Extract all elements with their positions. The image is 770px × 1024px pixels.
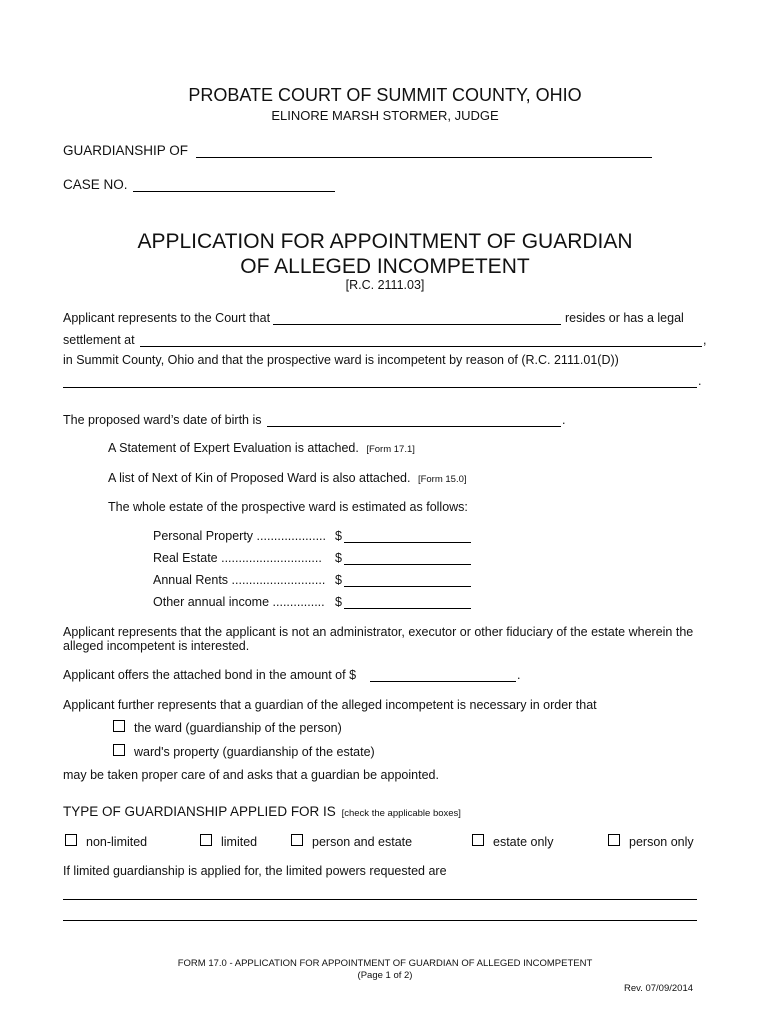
not-fiduciary-text: Applicant represents that the applicant is not an administrator, executor or other fiduciary of the estate wherein the	[63, 625, 694, 639]
further-represents-text: Applicant further represents that a guardian of the alleged incompetent is necessary in order that	[63, 698, 597, 712]
limited-powers-text: If limited guardianship is applied for, the limited powers requested are	[63, 864, 447, 878]
estate-currency: $	[335, 529, 342, 543]
personal-property-field[interactable]	[344, 542, 471, 543]
estate-currency: $	[335, 595, 342, 609]
other-income-field[interactable]	[344, 608, 471, 609]
applicant-represents-text: Applicant represents to the Court that	[63, 311, 271, 325]
footer-revision: Rev. 07/09/2014	[624, 983, 694, 994]
judge-name: ELINORE MARSH STORMER, JUDGE	[271, 108, 499, 123]
ward-property-label: ward's property (guardianship of the estate)	[134, 745, 375, 759]
dob-field[interactable]	[267, 426, 561, 427]
statute-citation: [R.C. 2111.03]	[345, 278, 425, 292]
guardianship-type-heading: TYPE OF GUARDIANSHIP APPLIED FOR IS [check the applicable boxes]	[63, 804, 461, 819]
estate-row-real: Real Estate .............................	[153, 551, 322, 565]
form-title-line2: OF ALLEGED INCOMPETENT	[240, 255, 530, 278]
estate-only-label: estate only	[493, 835, 554, 849]
estate-currency: $	[335, 573, 342, 587]
expert-form-ref: [Form 17.1]	[366, 444, 415, 455]
incompetent-reason-field[interactable]	[63, 387, 697, 388]
bond-amount-field[interactable]	[370, 681, 516, 682]
limited-checkbox[interactable]	[200, 834, 212, 846]
dob-period: .	[562, 413, 566, 427]
limited-powers-field-1[interactable]	[63, 899, 697, 900]
next-of-kin-text: A list of Next of Kin of Proposed Ward is also attached. [Form 15.0]	[108, 471, 467, 485]
applicant-name-field[interactable]	[273, 324, 561, 325]
annual-rents-field[interactable]	[344, 586, 471, 587]
bond-period: .	[517, 668, 521, 682]
guardianship-field[interactable]	[196, 157, 652, 158]
guardianship-type-note: [check the applicable boxes]	[341, 808, 461, 819]
ward-property-checkbox[interactable]	[113, 744, 125, 756]
incompetent-reason-text: in Summit County, Ohio and that the prospective ward is incompetent by reason of (R.C. 2111.01(D))	[63, 353, 619, 367]
settlement-at-text: settlement at	[63, 333, 135, 347]
estate-estimate-text: The whole estate of the prospective ward is estimated as follows:	[108, 500, 468, 514]
form-title-line1: APPLICATION FOR APPOINTMENT OF GUARDIAN	[137, 230, 633, 253]
limited-label: limited	[221, 835, 258, 849]
real-estate-field[interactable]	[344, 564, 471, 565]
dob-text: The proposed ward’s date of birth is	[63, 413, 262, 427]
person-only-label: person only	[629, 835, 694, 849]
resides-text: resides or has a legal	[565, 311, 684, 325]
case-number-field[interactable]	[133, 191, 335, 192]
non-limited-checkbox[interactable]	[65, 834, 77, 846]
non-limited-label: non-limited	[86, 835, 148, 849]
estate-row-rents: Annual Rents ...........................	[153, 573, 326, 587]
estate-currency: $	[335, 551, 342, 565]
proper-care-text: may be taken proper care of and asks that a guardian be appointed.	[63, 768, 439, 782]
period: .	[698, 374, 702, 388]
case-label: CASE NO.	[63, 177, 128, 192]
settlement-address-field[interactable]	[140, 346, 702, 347]
estate-row-personal: Personal Property ....................	[153, 529, 327, 543]
estate-row-other: Other annual income ...............	[153, 595, 325, 609]
guardianship-label: GUARDIANSHIP OF	[63, 143, 189, 158]
person-only-checkbox[interactable]	[608, 834, 620, 846]
expert-evaluation-text: A Statement of Expert Evaluation is attached. [Form 17.1]	[108, 441, 415, 455]
limited-powers-field-2[interactable]	[63, 920, 697, 921]
kin-form-ref: [Form 15.0]	[417, 474, 467, 485]
comma: ,	[703, 333, 707, 347]
footer-form-title: FORM 17.0 - APPLICATION FOR APPOINTMENT OF GUARDIAN OF ALLEGED INCOMPETENT	[177, 958, 593, 969]
ward-person-checkbox[interactable]	[113, 720, 125, 732]
bond-text: Applicant offers the attached bond in the amount of $	[63, 668, 357, 682]
ward-person-label: the ward (guardianship of the person)	[134, 721, 342, 735]
court-name: PROBATE COURT OF SUMMIT COUNTY, OHIO	[188, 85, 582, 105]
person-and-estate-label: person and estate	[312, 835, 413, 849]
not-fiduciary-text-2: alleged incompetent is interested.	[63, 639, 250, 653]
estate-only-checkbox[interactable]	[472, 834, 484, 846]
person-and-estate-checkbox[interactable]	[291, 834, 303, 846]
footer-page: (Page 1 of 2)	[357, 970, 413, 981]
